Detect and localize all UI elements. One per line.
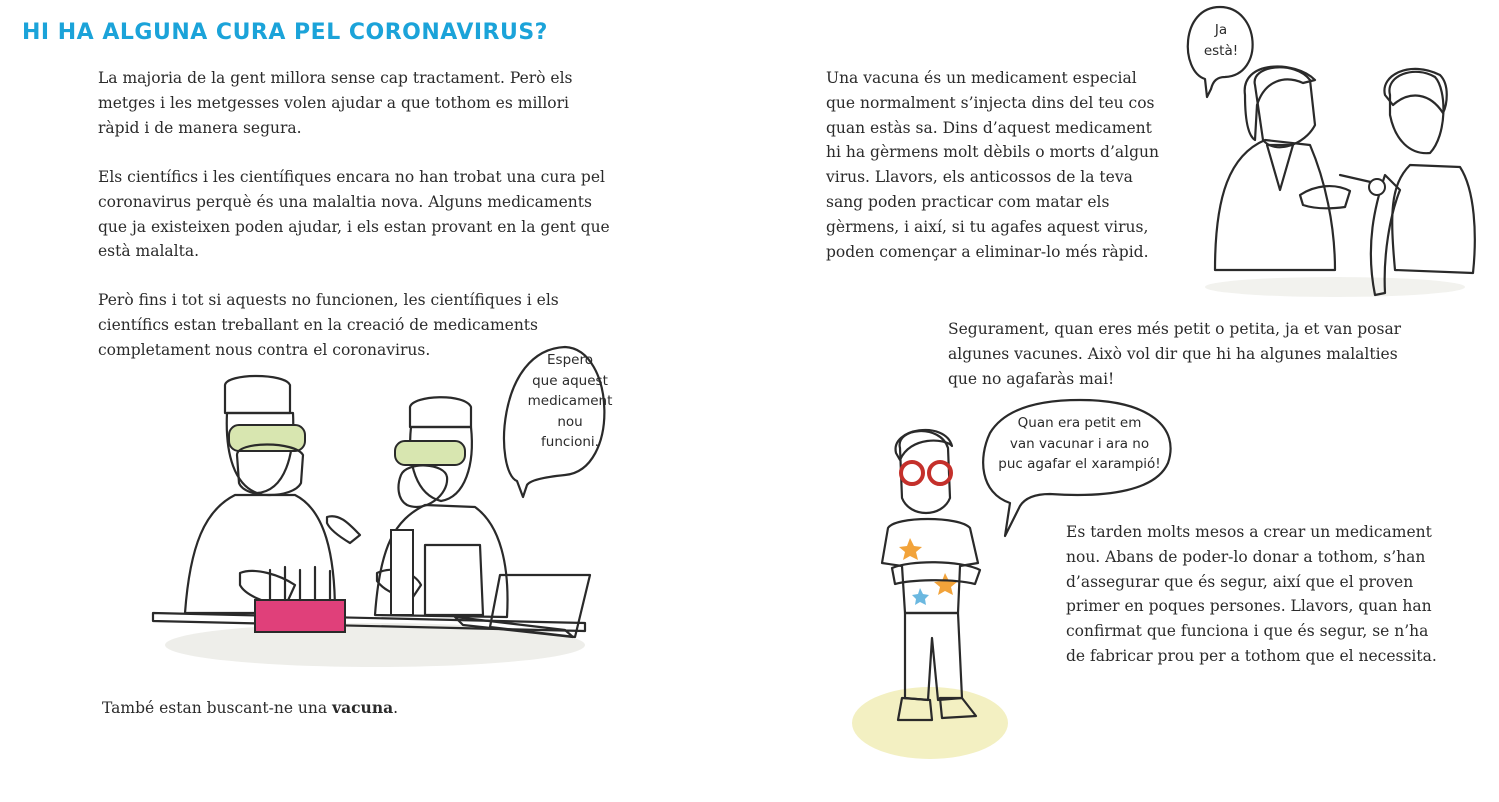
cure-paragraph: Els científics i les científiques encara no han trobat una cura pel coronavirus perquè és una malaltia nova. Alguns medicaments que ja existeixen poden ajudar, i els estan provant en la gent que està malalta. [98,168,610,261]
vaccine-line-prefix: També estan buscant-ne una [102,699,333,717]
scientist-with-respirator [327,397,508,617]
shirt-star [912,588,929,605]
boy [882,430,980,720]
goggles [395,441,465,465]
goggles [229,425,305,451]
test-tube-rack [255,567,345,632]
shirt-star [934,573,957,595]
patient-hair [1384,69,1446,113]
glasses-left [901,462,923,484]
white-bottle [391,530,413,615]
doctor [1215,66,1375,270]
vaccine-line-suffix: . [393,699,399,717]
cotton-swab [1369,179,1385,195]
scientist-speech-text: Espero que aquest medicament nou funcioni. [527,352,613,450]
boy-hair [896,430,952,460]
lab-cap [410,397,471,427]
patient-face [1389,72,1443,153]
crossed-arms [892,562,980,584]
vaccine-definition-paragraph: Una vacuna és un medicament especial que normalment s’injecta dins del teu cos quan estàs sa. Dins d’aquest medicament hi ha gèrmens molt dèbils o morts d’algun virus. Llavors, els anticossos de la teva sang poden practicar com matar els gèrmens, i així, si tu agafes aquest virus, poden començar a eliminar-lo més ràpid. [826,69,1159,261]
vaccine-line [102,696,398,721]
glasses-right [929,462,951,484]
doctor-shirt [1267,145,1293,190]
patient [1369,69,1475,295]
shirt-star [899,538,922,560]
vaccination-ground-shadow [1205,277,1465,297]
doctor-speech-text: Ja està! [1203,22,1239,59]
page-title: HI HA ALGUNA CURA PEL CORONAVIRUS? [22,20,548,45]
vaccine-keyword: vacuna [332,698,394,717]
lab-cap [225,376,290,413]
intro-paragraph: La majoria de la gent millora sense cap tractament. Però els metges i les metgesses volen ajudar a que tothom es millori ràpid i de manera segura. [98,69,573,137]
childhood-vaccines-paragraph: Segurament, quan eres més petit o petita, ja et van posar algunes vacunes. Això vol dir que hi ha algunes malalties que no agafaràs mai! [948,320,1402,388]
scientist-with-mask [185,376,335,613]
new-medicines-paragraph: Però fins i tot si aquests no funcionen, les científiques i els científics estan treballant en la creació de medicaments completament nous contra el coronavirus. [98,291,559,359]
green-shirt [425,545,483,615]
jeans [905,613,962,700]
testing-paragraph: Es tarden molts mesos a crear un medicament nou. Abans de poder-lo donar a tothom, s’han d’assegurar que és segur, així que el proven primer en poques persones. Llavors, quan han confirmat que funciona i que és segur, se n’ha de fabricar prou per a tothom que el necessita. [1066,523,1437,665]
blue-glove [327,516,360,543]
boy-ground-shadow [852,687,1008,759]
boy-speech-text: Quan era petit em van vacunar i ara no puc agafar el xarampió! [998,415,1161,472]
tank-top [1392,165,1475,273]
